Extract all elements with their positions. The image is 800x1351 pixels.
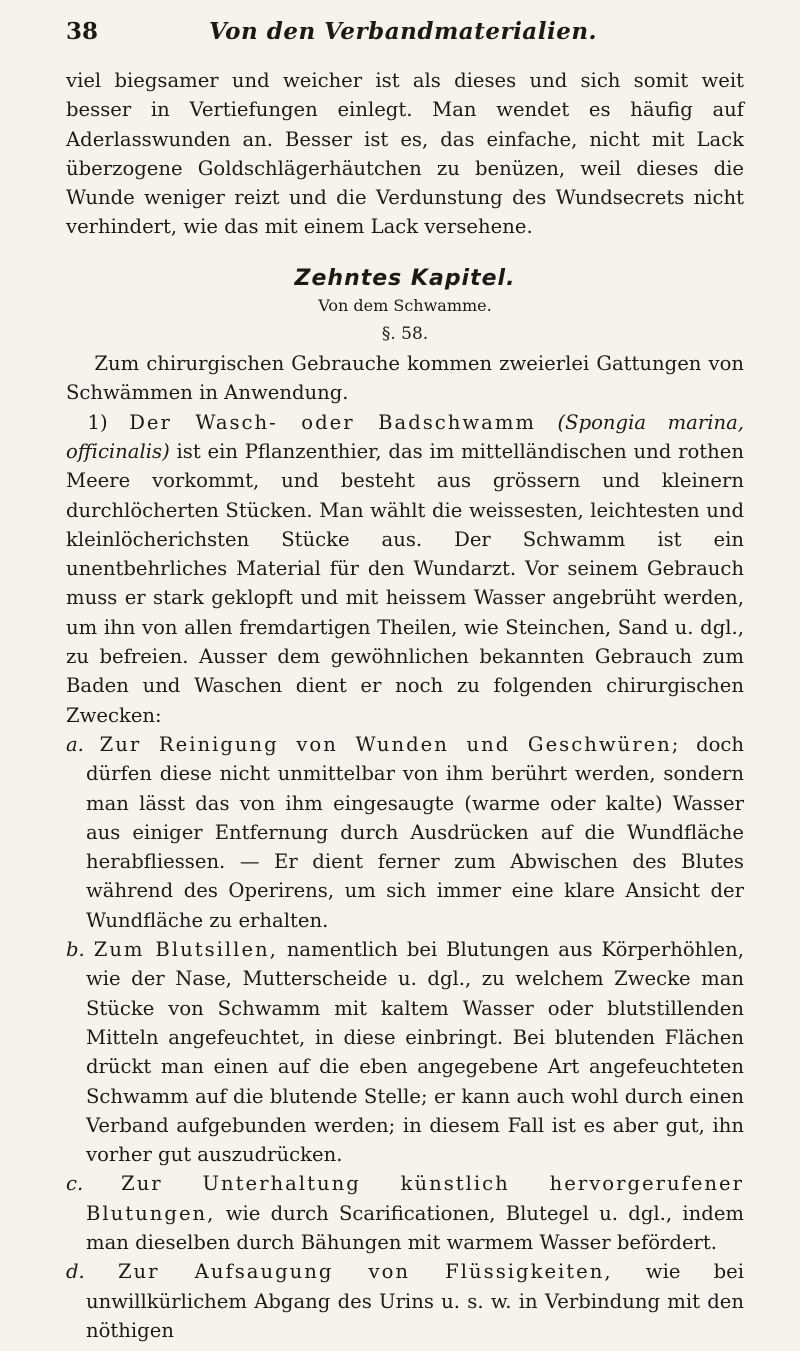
use-item-d-head: Zur Aufsaugung von Flüssigkeiten, xyxy=(117,1260,613,1284)
item-1-number: 1) xyxy=(87,410,108,434)
use-item-a xyxy=(66,730,744,935)
section-number: §. 58. xyxy=(381,324,429,345)
use-item-a-text: doch dürfen diese nicht unmittelbar von ihm berührt werden, sondern man lässt das von ihm eingesaugte (warme oder kalte) Wasser aus einiger Entfernung durch Ausdrücken auf die Wundfläche herabfliessen. — Er dient ferner zum Abwischen des Blutes während des Operirens, um sich immer eine klare Ansicht der Wundfläche zu erhalten. xyxy=(86,732,744,932)
item-1-text: ist ein Pflanzenthier, das im mittelländischen und rothen Meere vorkommt, und besteht aus grössern und kleinern durchlöcherten Stücken. Man wählt die weissesten, leichtesten und kleinlöcherichsten Stücke aus. Der Schwamm ist ein unentbehrliches Material für den Wundarzt. Vor seinem Gebrauch muss er stark geklopft und mit heissem Wasser angebrüht werden, um ihn von allen fremdartigen Theilen, wie Steinchen, Sand u. dgl., zu befreien. Ausser dem gewöhnlichen bekannten Gebrauch zum Baden und Waschen dient er noch zu folgenden chirurgischen Zwecken: xyxy=(66,439,744,727)
body-text xyxy=(66,66,744,1345)
intro-paragraph: viel biegsamer und weicher ist als dieses und sich somit weit besser in Vertiefungen einlegt. Man wendet es häufig auf Aderlasswunden an. Besser ist es, das einfache, nicht mit Lack überzogene Goldschlägerhäutchen zu benüzen, weil dieses die Wunde weniger reizt und die Verdunstung des Wundsecrets nicht verhindert, wie das mit einem Lack versehene. xyxy=(66,69,744,239)
chapter-subtitle: Von dem Schwamme. xyxy=(318,296,492,316)
use-item-b-letter: b. xyxy=(66,938,85,962)
section-intro xyxy=(66,349,744,408)
use-item-d-text: wie bei unwillkürlichem Abgang des Urins u. s. w. in Verbindung mit den nöthigen xyxy=(86,1260,744,1342)
use-item-c xyxy=(66,1169,744,1257)
use-item-b-head: Zum Blutsillen, xyxy=(93,938,278,962)
use-item-d-letter: d. xyxy=(66,1260,85,1284)
item-1-term: Der Wasch- oder Badschwamm xyxy=(129,410,536,434)
use-item-a-head: Zur Reinigung von Wunden und Geschwüren; xyxy=(99,732,681,756)
item-1 xyxy=(66,408,744,730)
use-item-b-text: namentlich bei Blutungen aus Körperhöhlen, wie der Nase, Mutterscheide u. dgl., zu welchem Zwecke man Stücke von Schwamm mit kaltem Wasser oder blutstillenden Mitteln angefeuchtet, in diese einbringt. Bei blutenden Flächen drückt man einen auf die eben angegebene Art angefeuchteten Schwamm auf die blutende Stelle; er kann auch wohl durch einen Verband aufgebunden werden; in diesem Fall ist es aber gut, ihn vorher gut auszudrücken. xyxy=(86,938,745,1167)
chapter-title: Zehntes Kapitel. xyxy=(294,265,516,291)
use-item-c-text: wie durch Scarificationen, Blutegel u. dgl., indem man dieselben durch Bähungen mit warmem Wasser befördert. xyxy=(86,1201,744,1254)
page-number: 38 xyxy=(66,18,99,45)
page-header xyxy=(66,18,740,54)
running-head: Von den Verbandmaterialien. xyxy=(208,18,598,45)
use-item-c-letter: c. xyxy=(66,1172,84,1196)
use-item-c-head: Zur Unterhaltung künstlich hervorgerufener Blutungen, xyxy=(86,1172,744,1225)
section-intro-text: Zum chirurgischen Gebrauche kommen zweierlei Gattungen von Schwämmen in Anwendung. xyxy=(66,352,744,405)
use-item-b xyxy=(66,935,744,1169)
use-item-a-letter: a. xyxy=(66,732,84,756)
use-item-d xyxy=(66,1257,744,1345)
item-1-latin: (Spongia marina, officinalis) xyxy=(66,410,744,463)
